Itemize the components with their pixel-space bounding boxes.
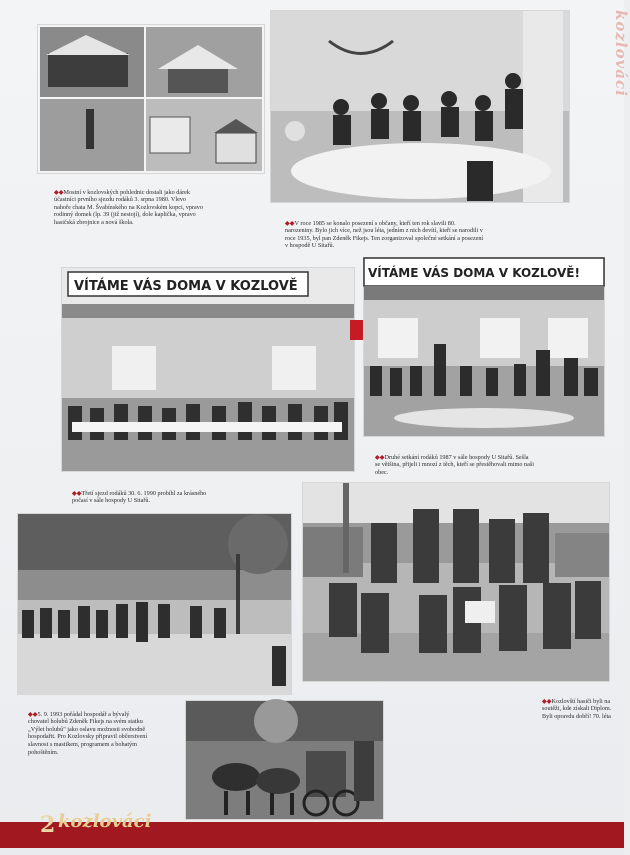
seniors-gathering-photo (271, 11, 569, 202)
caption-bullet: ◆◆ (28, 710, 38, 718)
caption-postcards (54, 181, 204, 227)
pigeon-event-photo (18, 514, 291, 694)
footer-page-number: 2 (40, 812, 56, 838)
postcard-collage-image (38, 25, 264, 173)
postcard-collage-photo (38, 25, 264, 173)
caption-firefighters-text: Kozlovští hasiči byli na soutěži, kde získali Diplom. Byli opravdu dobří! 70. léta (542, 697, 612, 720)
caption-second-reunion (375, 446, 535, 476)
caption-bullet: ◆◆ (542, 697, 552, 705)
caption-bullet: ◆◆ (72, 489, 82, 497)
horse-carriage-image (186, 701, 383, 819)
second-reunion-photo (364, 258, 604, 436)
caption-third-reunion-text: Třetí sjezd rodáků 30. 6. 1990 probíhl za krásného počasí v sále hospody U Sitařů. (72, 489, 207, 505)
caption-pigeon-event-text: 5. 9. 1993 pořádal hospodář a bývalý chovatel holubů Zdeněk Fikejs na svém statku „Výlet holubů" jako oslavu možnosti svobodně hospodařit. Pro Kozlovsky připravil občerstvení slavnost s mastikem, programem a bohatým pohoštěním. (28, 710, 148, 756)
caption-pigeon-event (28, 703, 148, 756)
horse-carriage-photo (186, 701, 383, 819)
third-reunion-banner: VÍTÁME VÁS DOMA V KOZLOVĚ (74, 279, 298, 294)
third-reunion-hall-image (62, 268, 354, 471)
side-title: kozlováci (612, 10, 630, 97)
caption-bullet: ◆◆ (54, 188, 64, 196)
caption-bullet: ◆◆ (285, 219, 295, 227)
caption-firefighters (542, 690, 614, 720)
caption-seniors-text: V roce 1985 se konalo posezení s občany, kteří ten rok slavili 80. narozeniny. Bylo jich více, než jsou léta, jedním z nich devítí, kteří se narodili v roce 1935, byl pan Zdeněk Fikejs. Ten zorganizoval společné setkání a posezení v hospodě U Sitařů. (285, 219, 484, 250)
caption-second-reunion-text: Druhé setkání rodáků 1987 v sále hospody U Sitařů. Sešla se většina, přijeli i mnozí z těch, kteří se přestěhovali mimo naši obec. (375, 453, 534, 476)
pigeon-event-image (18, 514, 291, 694)
caption-seniors (285, 212, 485, 250)
third-reunion-hall-photo (62, 268, 354, 471)
firefighters-image (303, 483, 609, 681)
seniors-gathering-image (271, 11, 569, 202)
caption-postcards-text: Mostní v kozlovských pohlednic dostali jako dárek účastníci prvního sjezdu rodáků 3. srpna 1980. Vlevo nahoře chata M. Švabínského na Kozlovském kopci, vpravo rodinný domek (lp. 39 (již nestojí), dole kaplička, vpravo hasičská zbrojnice a nová škola. (54, 188, 203, 226)
firefighters-photo (303, 483, 609, 681)
caption-bullet: ◆◆ (375, 453, 385, 461)
second-reunion-image (364, 258, 604, 436)
second-reunion-banner: VÍTÁME VÁS DOMA V KOZLOVĚ! (368, 266, 580, 280)
caption-third-reunion (72, 482, 222, 505)
footer-title: kozlováci (58, 811, 152, 832)
